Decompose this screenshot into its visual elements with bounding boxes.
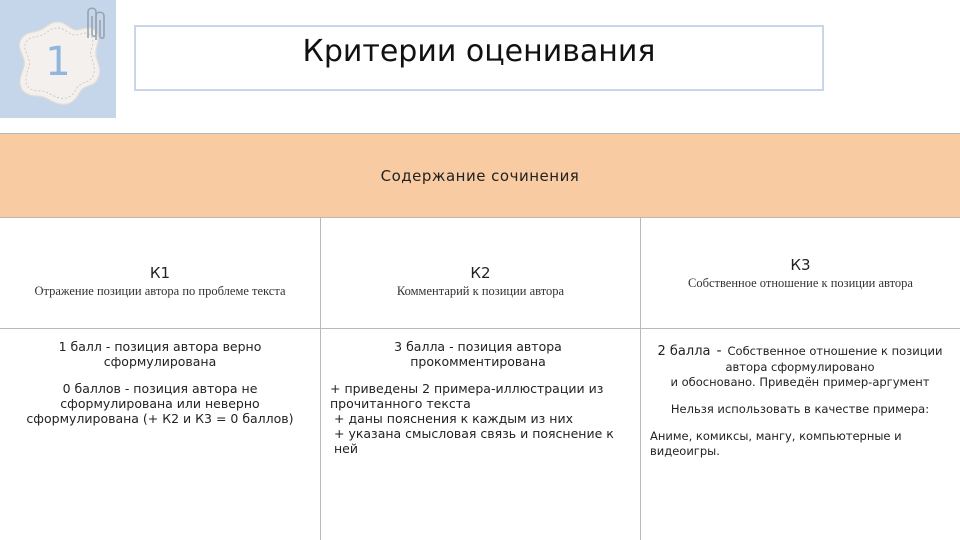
table-header-row: [0, 133, 960, 217]
criterion-code: К1: [149, 263, 171, 282]
k2-score-3: 3 балла - позиция автора прокомментирована: [394, 339, 562, 369]
k3-score-2: [650, 343, 950, 375]
k3-restriction-list: Аниме, комиксы, мангу, компьютерные и видеоигры.: [650, 429, 902, 458]
criterion-description: Комментарий к позиции автора: [396, 283, 565, 298]
k3-restriction-heading: Нельзя использовать в качестве примера:: [670, 402, 930, 416]
k1-score-0: 0 баллов - позиция автора не сформулирована или неверно сформулирована (+ К2 и К3 = 0 баллов): [26, 381, 294, 426]
k3-scoring-cell: [650, 343, 950, 459]
page-title: Критерии оценивания: [302, 33, 656, 69]
title-box: [134, 25, 824, 91]
criteria-table: [0, 133, 960, 540]
k2-requirement: + указана смысловая связь и пояснение к ней: [334, 426, 614, 456]
criterion-cell-k2: [321, 218, 640, 336]
k2-requirement: + даны пояснения к каждым из них: [334, 411, 573, 426]
paperclip-icon: [80, 4, 108, 44]
k3-score-text: Собственное отношение к позиции автора сформулировано: [725, 344, 943, 374]
criterion-cell-k3: [641, 218, 960, 334]
slide-number: 1: [45, 39, 71, 85]
criterion-description: Отражение позиции автора по проблеме текста: [34, 283, 286, 298]
table-header-label: Содержание сочинения: [380, 166, 580, 185]
criterion-cell-k1: [0, 218, 320, 336]
k1-scoring-cell: [20, 339, 300, 426]
k3-score-label: 2 балла: [657, 344, 711, 359]
k3-score-text-cont: и обосновано. Приведён пример-аргумент: [670, 375, 930, 389]
criterion-description: Собственное отношение к позиции автора: [688, 275, 913, 290]
k2-scoring-cell: [330, 339, 626, 456]
criterion-code: К3: [790, 255, 811, 274]
criterion-code: К2: [470, 263, 491, 282]
k1-score-1: 1 балл - позиция автора верно сформулирована: [58, 339, 262, 369]
k3-score-dash: -: [716, 343, 722, 359]
k2-requirement: + приведены 2 примера-иллюстрации из прочитанного текста: [330, 381, 604, 411]
